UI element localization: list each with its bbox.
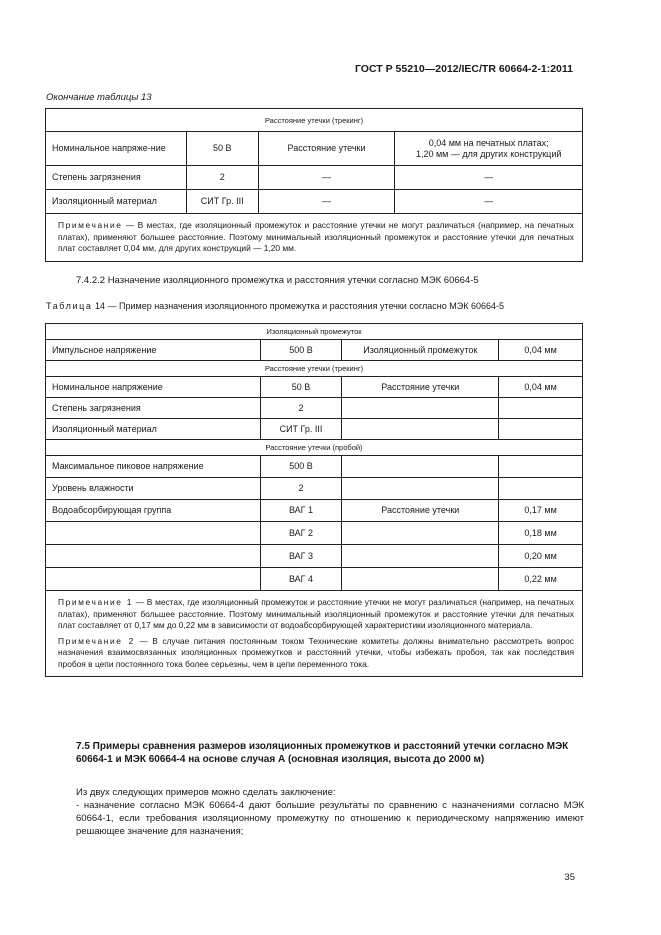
- table-14-caption: [46, 301, 504, 311]
- section-header-tracking: Расстояние утечки (трекинг): [46, 109, 583, 132]
- page-number: 35: [564, 872, 575, 883]
- cell-param: Изоляционный материал: [46, 190, 187, 214]
- cell-result: 0,20 мм: [499, 545, 583, 568]
- table-row: [46, 377, 583, 398]
- cell-param: [46, 522, 261, 545]
- note-text: — В местах, где изоляционный промежуток и расстояние утечки не могут различаться (например, на печатных платах), применяют большее расстояние. Поэтому минимальный изоляционный промежуток и расстояние утечки для печатных плат составляет 0,04 мм, для других конструкций — 1,20 мм.: [58, 220, 574, 253]
- cell-result: 0,04 мм на печатных платах; 1,20 мм — для других конструкций: [395, 132, 583, 166]
- cell-param: Степень загрязнения: [46, 398, 261, 419]
- cell-result: [499, 398, 583, 419]
- note-text: — В случае питания постоянным током Технические комитеты должны внимательно рассмотреть вопрос назначения взаимосвязанных изоляционных промежутков и расстояний утечки, чтобы избежать пробоя, так как последствия пробоя в цепи постоянного тока более серьезны, чем в цепи переменного тока.: [58, 635, 574, 669]
- cell-result: 0,18 мм: [499, 522, 583, 545]
- subsection-heading: 7.4.2.2 Назначение изоляционного промежутка и расстояния утечки согласно МЭК 60664-5: [76, 275, 479, 286]
- cell-what: [342, 568, 499, 591]
- section-7-5-body: [76, 786, 584, 838]
- section-7-5-heading: 7.5 Примеры сравнения размеров изоляционных промежутков и расстояний утечки согласно МЭК 60664-1 и МЭК 60664-4 на основе случая А (основная изоляция, высота до 2000 м): [76, 741, 569, 765]
- note-label: Примечание 1: [58, 597, 134, 607]
- cell-param: Степень загрязнения: [46, 166, 187, 190]
- note-text: — В местах, где изоляционный промежуток и расстояние утечки не могут различаться (например, на печатных платах), применяют большее расстояние. Поэтому минимальный изоляционный промежуток и расстояние утечки для печатных плат составляет от 0,17 мм до 0,22 мм в зависимости от водоабсорбирующей характеристики изоляционного материала.: [58, 597, 574, 630]
- table-row: [46, 132, 583, 166]
- paragraph: Из двух следующих примеров можно сделать заключение:: [76, 787, 336, 798]
- cell-param: [46, 545, 261, 568]
- cell-value: 50 В: [260, 377, 342, 398]
- cell-result: 0,22 мм: [499, 568, 583, 591]
- cell-param: Номинальное напряжение: [46, 377, 261, 398]
- cell-value: ВАГ 2: [260, 522, 342, 545]
- table-row: [46, 500, 583, 522]
- table-14: [45, 323, 583, 677]
- cell-value: СИТ Гр. III: [260, 419, 342, 440]
- cell-what: [342, 522, 499, 545]
- cell-what: Расстояние утечки: [342, 500, 499, 522]
- cell-value: ВАГ 3: [260, 545, 342, 568]
- cell-result: [499, 419, 583, 440]
- cell-result: —: [395, 166, 583, 190]
- note-2: [58, 636, 574, 671]
- cell-what: —: [258, 190, 395, 214]
- cell-value: 50 В: [186, 132, 258, 166]
- note-label: Примечание 2: [58, 635, 135, 646]
- cell-param: Импульсное напряжение: [46, 340, 261, 361]
- cell-what: Расстояние утечки: [258, 132, 395, 166]
- cell-param: Максимальное пиковое напряжение: [46, 456, 261, 478]
- table-row: [46, 190, 583, 214]
- table-row: [46, 398, 583, 419]
- cell-what: [342, 545, 499, 568]
- cell-what: [342, 419, 499, 440]
- table-row: [46, 419, 583, 440]
- note-1: [58, 597, 574, 632]
- table-row: [46, 522, 583, 545]
- cell-what: Изоляционный промежуток: [342, 340, 499, 361]
- document-code-header: ГОСТ Р 55210—2012/IEC/TR 60664-2-1:2011: [354, 63, 573, 75]
- cell-value: 2: [260, 398, 342, 419]
- cell-result: 0,04 мм: [499, 340, 583, 361]
- cell-what: Расстояние утечки: [342, 377, 499, 398]
- cell-value: 500 В: [260, 340, 342, 361]
- cell-result: 0,04 мм: [499, 377, 583, 398]
- cell-param: Изоляционный материал: [46, 419, 261, 440]
- paragraph: - назначение согласно МЭК 60664-4 дают большие результаты по сравнению с назначениями согласно МЭК 60664-1, если требования изоляционному промежутку по отношению к периодическому напряжению имеют решающее значение для назначения;: [76, 800, 584, 837]
- cell-what: [342, 456, 499, 478]
- table-row: [46, 478, 583, 500]
- cell-value: 500 В: [260, 456, 342, 478]
- cell-result: [499, 478, 583, 500]
- note-label: Примечание: [58, 220, 123, 230]
- table-13: [45, 108, 583, 262]
- table-continuation-label: Окончание таблицы 13: [46, 92, 152, 103]
- section-header-tracking: Расстояние утечки (трекинг): [46, 361, 583, 377]
- cell-result: —: [395, 190, 583, 214]
- table-13-note: [46, 214, 583, 262]
- cell-param: Уровень влажности: [46, 478, 261, 500]
- cell-param: Водоабсорбирующая группа: [46, 500, 261, 522]
- table-14-notes: [46, 591, 583, 677]
- table-row: [46, 340, 583, 361]
- cell-value: 2: [186, 166, 258, 190]
- table-row: [46, 545, 583, 568]
- cell-param: Номинальное напряже-ние: [46, 132, 187, 166]
- table-row: [46, 166, 583, 190]
- table-row: [46, 568, 583, 591]
- caption-text: 14 — Пример назначения изоляционного промежутка и расстояния утечки согласно МЭК 60664-5: [92, 301, 504, 311]
- table-row: [46, 456, 583, 478]
- cell-result: [499, 456, 583, 478]
- cell-value: ВАГ 1: [260, 500, 342, 522]
- cell-what: [342, 398, 499, 419]
- cell-result: 0,17 мм: [499, 500, 583, 522]
- cell-value: СИТ Гр. III: [186, 190, 258, 214]
- cell-what: [342, 478, 499, 500]
- cell-value: ВАГ 4: [260, 568, 342, 591]
- cell-what: —: [258, 166, 395, 190]
- cell-value: 2: [260, 478, 342, 500]
- section-header-clearance: Изоляционный промежуток: [46, 324, 583, 340]
- cell-param: [46, 568, 261, 591]
- section-header-breakdown: Расстояние утечки (пробой): [46, 440, 583, 456]
- caption-label: Таблица: [46, 301, 93, 311]
